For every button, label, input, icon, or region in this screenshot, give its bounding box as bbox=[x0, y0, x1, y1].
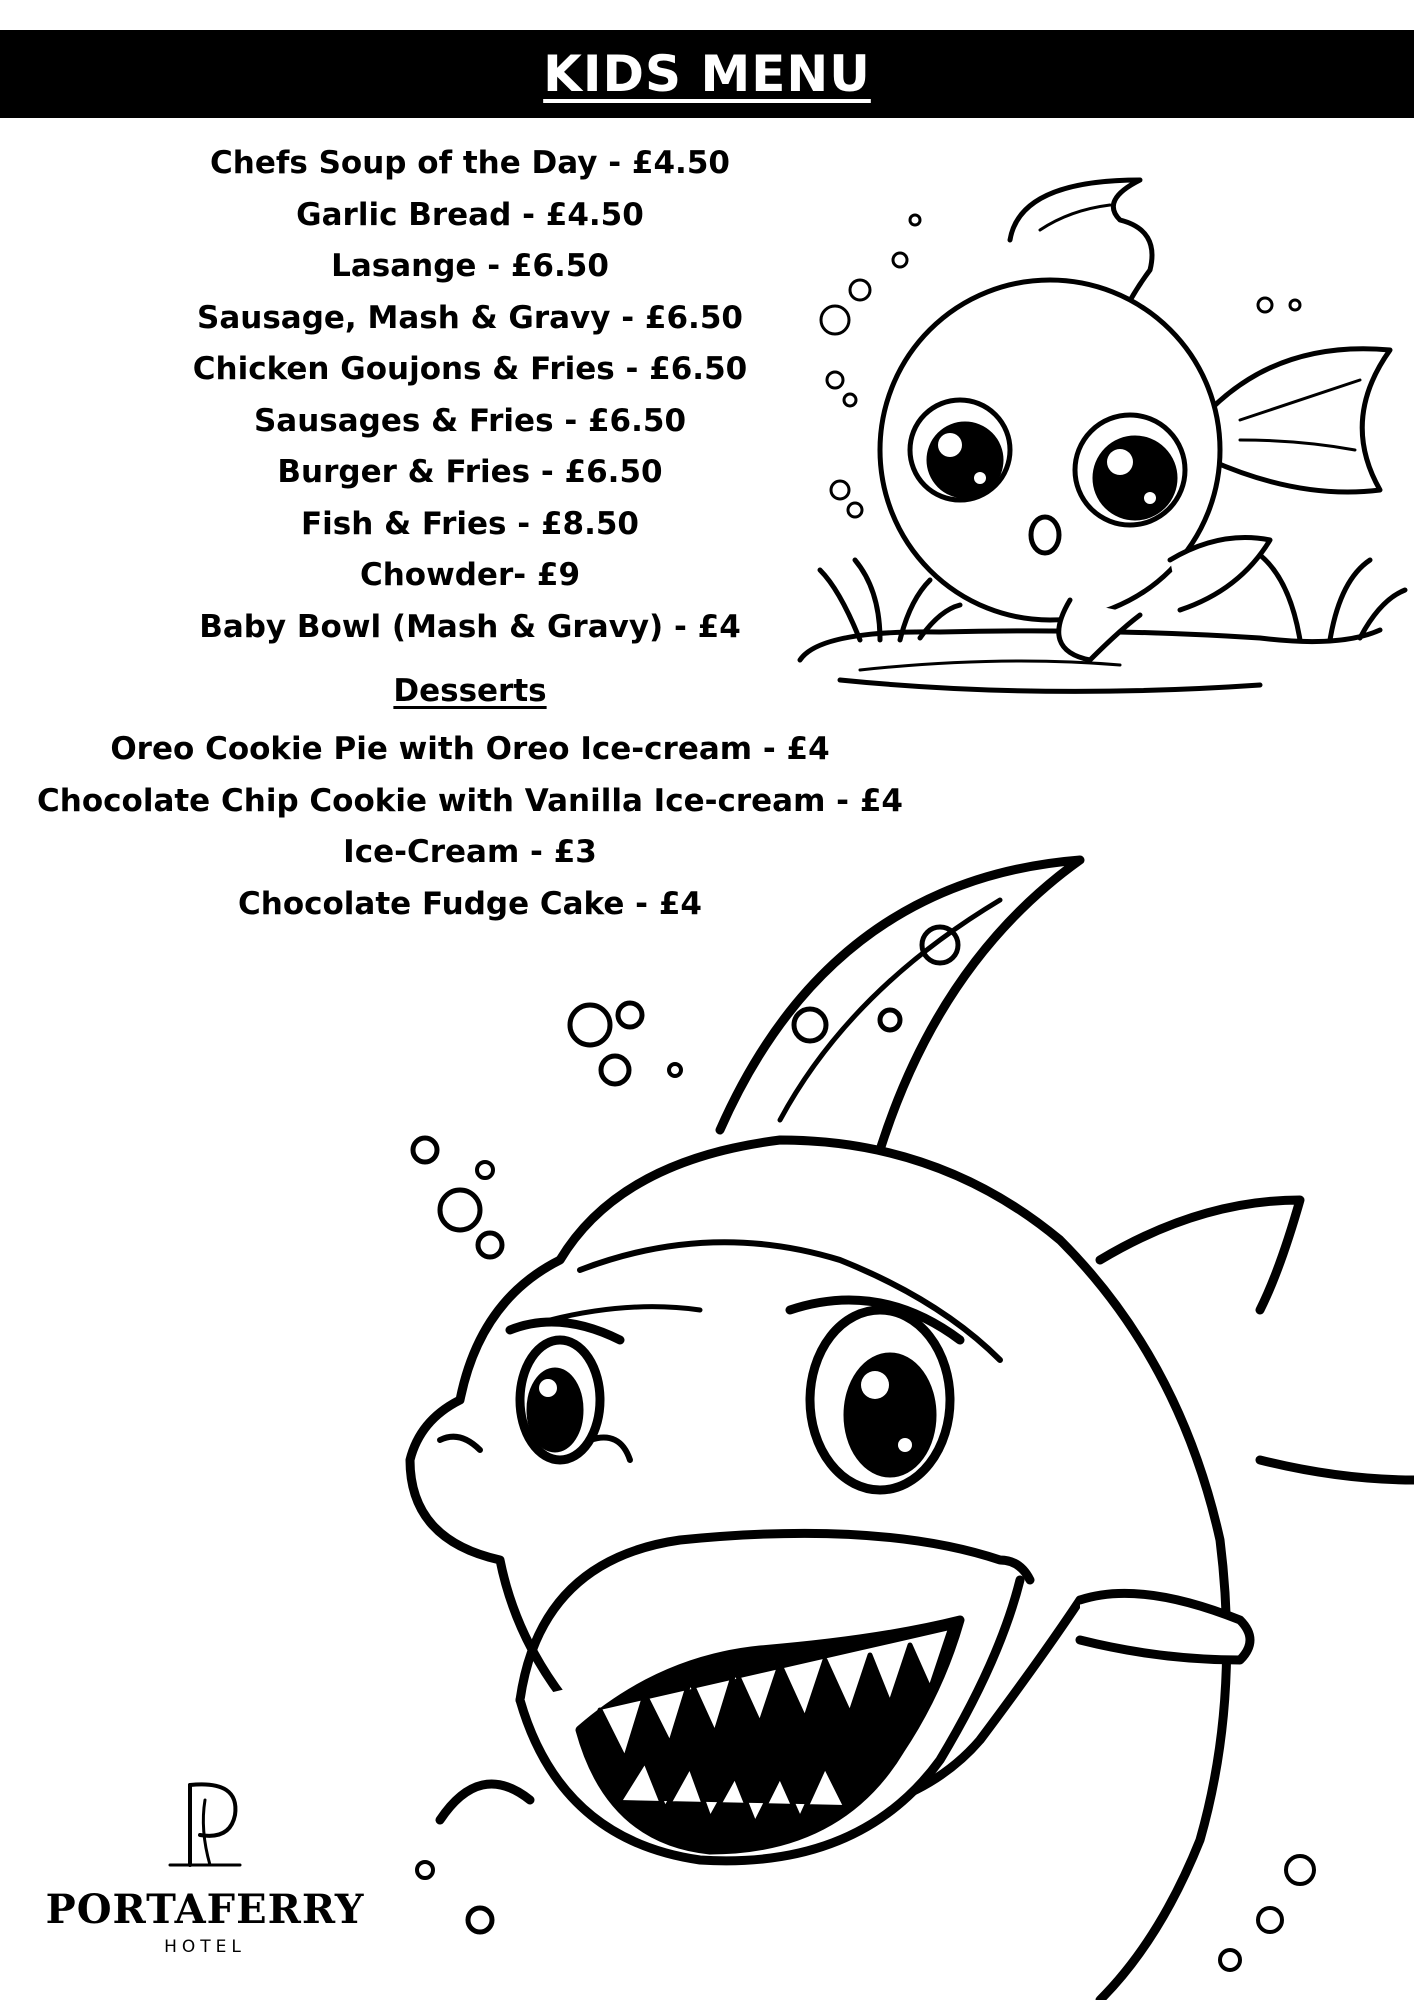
dessert-item: Chocolate Fudge Cake - £4 bbox=[238, 885, 702, 922]
menu-item: Chowder- £9 bbox=[359, 557, 581, 593]
menu-item: Chefs Soup of the Day - £4.50 bbox=[210, 145, 730, 181]
menu-item: Garlic Bread - £4.50 bbox=[296, 196, 644, 233]
dessert-item: Chocolate Chip Cookie with Vanilla Ice-cream - £4 bbox=[37, 782, 903, 819]
menu-item: Baby Bowl (Mash & Gravy) - £4 bbox=[199, 608, 741, 645]
menu-item: Burger & Fries - £6.50 bbox=[277, 454, 663, 490]
menu-item: Fish & Fries - £8.50 bbox=[300, 505, 640, 542]
menu-item: Chicken Goujons & Fries - £6.50 bbox=[192, 351, 748, 387]
dessert-item: Oreo Cookie Pie with Oreo Ice-cream - £4 bbox=[110, 731, 830, 767]
hotel-monogram-icon bbox=[160, 1770, 250, 1880]
hotel-name: PORTAFERRY bbox=[45, 1886, 365, 1933]
fish-illustration bbox=[740, 160, 1414, 720]
page-title: KIDS MENU bbox=[543, 45, 871, 103]
shark-illustration bbox=[380, 840, 1414, 2000]
menu-item: Lasange - £6.50 bbox=[331, 248, 609, 284]
dessert-item: Ice-Cream - £3 bbox=[343, 834, 597, 870]
desserts-heading: Desserts bbox=[393, 673, 547, 709]
hotel-logo bbox=[45, 1770, 365, 1957]
title-banner bbox=[0, 30, 1414, 118]
menu-item: Sausage, Mash & Gravy - £6.50 bbox=[197, 299, 743, 336]
menu-item: Sausages & Fries - £6.50 bbox=[253, 402, 687, 439]
hotel-subtitle: HOTEL bbox=[164, 1937, 246, 1957]
